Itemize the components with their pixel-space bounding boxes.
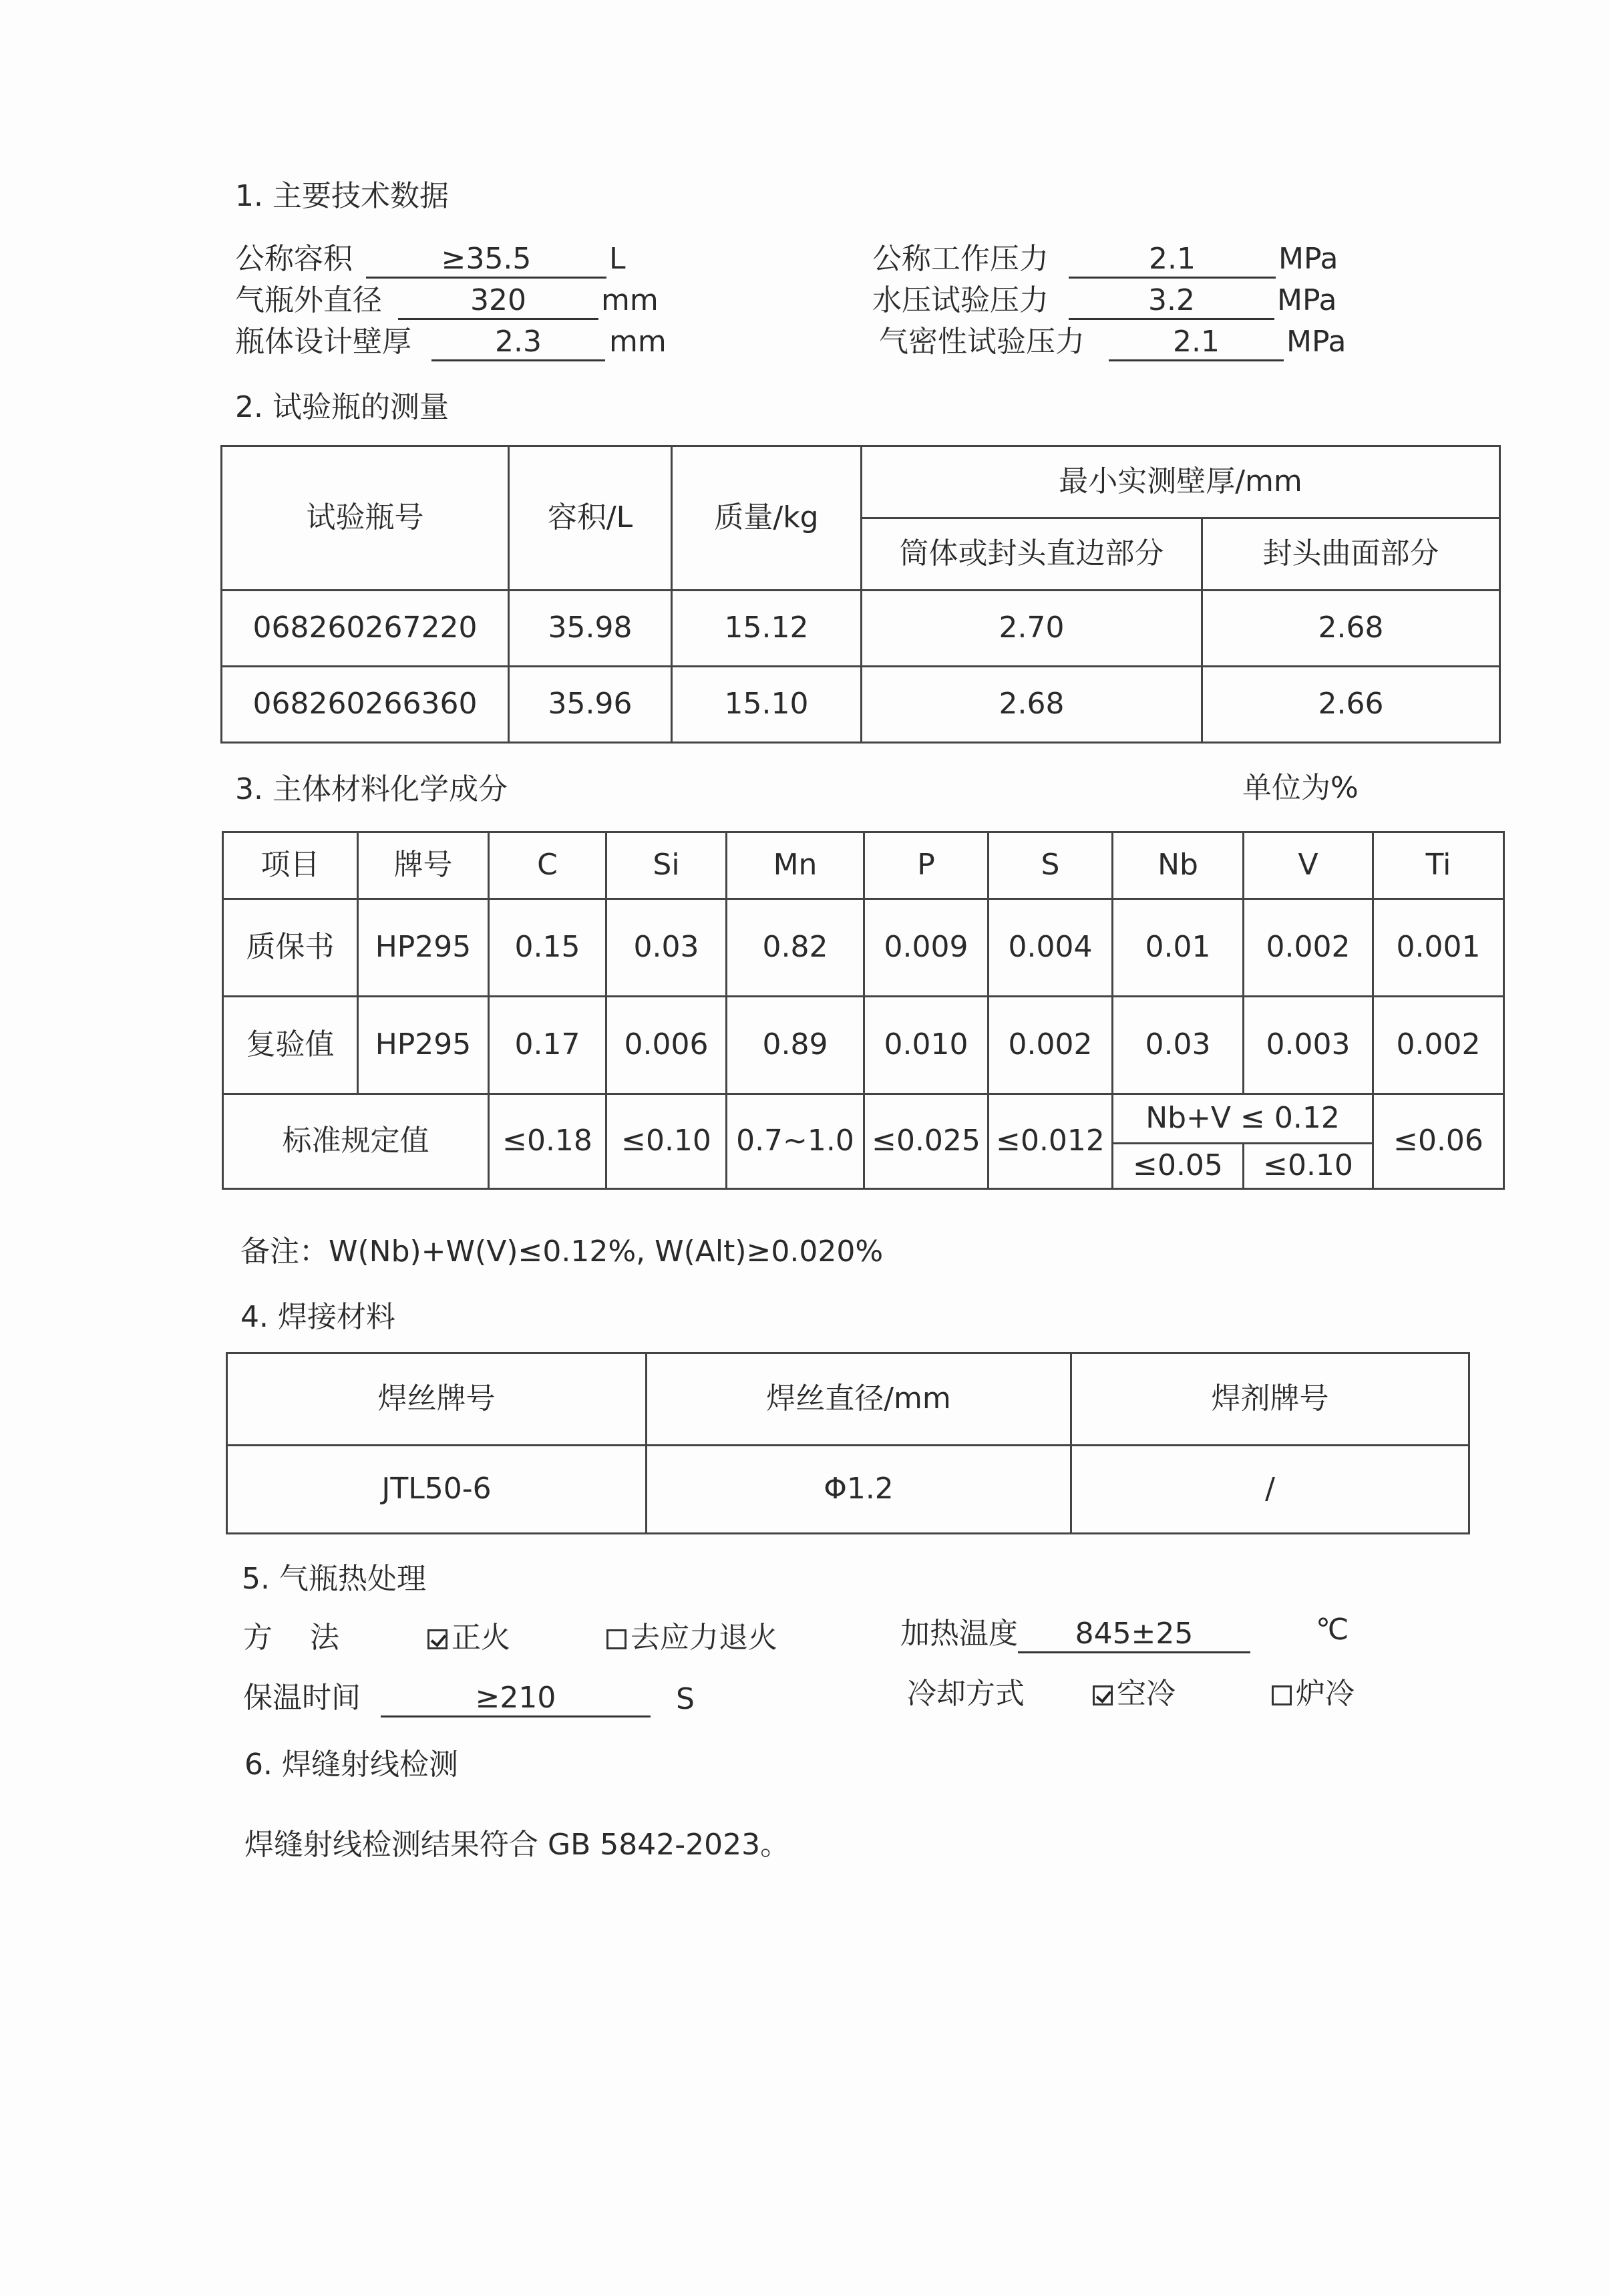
temp-label: 加热温度	[900, 1617, 1018, 1651]
hold-unit: S	[676, 1682, 695, 1716]
option-label: 空冷	[1117, 1677, 1176, 1711]
hold-label: 保温时间	[243, 1681, 361, 1715]
cell-nb: 0.01	[1113, 899, 1244, 997]
cell-s: 0.002	[989, 997, 1113, 1094]
spec-label: 公称工作压力	[872, 242, 1049, 276]
cool-label: 冷却方式	[907, 1677, 1025, 1711]
hold-value: ≥210	[381, 1683, 651, 1717]
cell-si: 0.006	[606, 997, 727, 1094]
cell-grade: HP295	[358, 997, 489, 1094]
header-s: S	[989, 832, 1113, 899]
cell-wire-grade: JTL50-6	[227, 1446, 647, 1534]
spec-unit: mm	[609, 325, 667, 359]
spec-unit: MPa	[1286, 325, 1347, 359]
composition-remark: 备注：W(Nb)+W(V)≤0.12%, W(Alt)≥0.020%	[240, 1235, 884, 1269]
cool-option-air[interactable]	[1093, 1679, 1176, 1709]
header-nb: Nb	[1113, 832, 1244, 899]
cell-standard-label: 标准规定值	[223, 1094, 489, 1189]
cell-ti: 0.002	[1373, 997, 1504, 1094]
checked-checkbox-icon[interactable]	[427, 1629, 448, 1649]
checked-checkbox-icon[interactable]	[1093, 1685, 1113, 1705]
temp-value: 845±25	[1018, 1619, 1250, 1653]
cell-standard-nb: ≤0.05	[1113, 1144, 1244, 1189]
spec-label: 公称容积	[235, 242, 353, 276]
cell-standard-c: ≤0.18	[489, 1094, 606, 1189]
section6-title: 6. 焊缝射线检测	[244, 1748, 458, 1782]
method-option-stress-relief[interactable]	[606, 1623, 777, 1653]
table-row	[222, 591, 1500, 667]
header-item: 项目	[223, 832, 358, 899]
spec-value: 2.3	[431, 327, 605, 361]
spec-label: 气瓶外直径	[235, 283, 382, 317]
cell-head: 2.66	[1202, 667, 1500, 743]
radiographic-result: 焊缝射线检测结果符合 GB 5842-2023。	[244, 1828, 790, 1862]
table-row	[222, 667, 1500, 743]
spec-label: 瓶体设计壁厚	[235, 325, 411, 359]
spec-unit: MPa	[1277, 283, 1337, 317]
cell-v: 0.003	[1244, 997, 1373, 1094]
holding-time	[243, 1683, 651, 1717]
header-bottle-no: 试验瓶号	[222, 446, 509, 591]
bottle-measurement-table	[220, 445, 1501, 744]
header-v: V	[1244, 832, 1373, 899]
cell-c: 0.15	[489, 899, 606, 997]
cell-standard-p: ≤0.025	[864, 1094, 989, 1189]
cell-standard-nbv: Nb+V ≤ 0.12	[1113, 1094, 1373, 1144]
cell-v: 0.002	[1244, 899, 1373, 997]
cell-c: 0.17	[489, 997, 606, 1094]
heating-temperature	[900, 1619, 1250, 1653]
header-mn: Mn	[727, 832, 864, 899]
header-p: P	[864, 832, 989, 899]
cell-cylinder: 2.68	[862, 667, 1202, 743]
cell-grade: HP295	[358, 899, 489, 997]
header-ti: Ti	[1373, 832, 1504, 899]
header-head-part: 封头曲面部分	[1202, 518, 1500, 591]
cell-bottle-no: 068260266360	[222, 667, 509, 743]
welding-material-table	[226, 1352, 1470, 1534]
cell-nb: 0.03	[1113, 997, 1244, 1094]
cell-ti: 0.001	[1373, 899, 1504, 997]
spec-value: 2.1	[1109, 327, 1284, 361]
cell-item: 复验值	[223, 997, 358, 1094]
method-option-normalizing[interactable]	[427, 1623, 510, 1653]
unchecked-checkbox-icon[interactable]	[606, 1629, 627, 1649]
section3-title: 3. 主体材料化学成分	[235, 772, 508, 806]
header-si: Si	[606, 832, 727, 899]
spec-value: 2.1	[1069, 244, 1276, 279]
unit-note: 单位为%	[1242, 771, 1359, 805]
section4-title: 4. 焊接材料	[240, 1300, 395, 1334]
header-volume: 容积/L	[509, 446, 672, 591]
cool-option-furnace[interactable]	[1272, 1679, 1355, 1709]
cell-p: 0.010	[864, 997, 989, 1094]
cell-volume: 35.96	[509, 667, 672, 743]
header-wire-diameter: 焊丝直径/mm	[647, 1353, 1071, 1446]
cell-mass: 15.10	[672, 667, 862, 743]
cell-standard-ti: ≤0.06	[1373, 1094, 1504, 1189]
method-label: 方 法	[243, 1621, 339, 1655]
cell-p: 0.009	[864, 899, 989, 997]
cell-standard-s: ≤0.012	[989, 1094, 1113, 1189]
header-min-thickness: 最小实测壁厚/mm	[862, 446, 1500, 518]
cell-item: 质保书	[223, 899, 358, 997]
option-label: 正火	[452, 1621, 510, 1655]
temp-unit: ℃	[1316, 1613, 1349, 1647]
table-row	[223, 899, 1504, 997]
cell-standard-v: ≤0.10	[1244, 1144, 1373, 1189]
section1-title: 1. 主要技术数据	[235, 179, 449, 213]
cell-bottle-no: 068260267220	[222, 591, 509, 667]
header-c: C	[489, 832, 606, 899]
cell-mn: 0.89	[727, 997, 864, 1094]
header-wire-grade: 焊丝牌号	[227, 1353, 647, 1446]
option-label: 去应力退火	[631, 1621, 777, 1655]
spec-label: 水压试验压力	[872, 283, 1049, 317]
header-cylinder-part: 筒体或封头直边部分	[862, 518, 1202, 591]
table-row	[227, 1446, 1469, 1534]
cell-volume: 35.98	[509, 591, 672, 667]
spec-value: 3.2	[1069, 286, 1274, 320]
spec-value: ≥35.5	[366, 244, 606, 279]
table-row	[223, 997, 1504, 1094]
option-label: 炉冷	[1296, 1677, 1355, 1711]
cell-mass: 15.12	[672, 591, 862, 667]
spec-label: 气密性试验压力	[879, 325, 1085, 359]
cell-mn: 0.82	[727, 899, 864, 997]
cell-flux-grade: /	[1071, 1446, 1469, 1534]
section5-title: 5. 气瓶热处理	[242, 1562, 426, 1596]
spec-unit: MPa	[1278, 242, 1338, 276]
cell-wire-diameter: Φ1.2	[647, 1446, 1071, 1534]
cell-si: 0.03	[606, 899, 727, 997]
section2-title: 2. 试验瓶的测量	[235, 390, 449, 424]
cell-standard-si: ≤0.10	[606, 1094, 727, 1189]
spec-value: 320	[398, 286, 598, 320]
cell-cylinder: 2.70	[862, 591, 1202, 667]
header-flux-grade: 焊剂牌号	[1071, 1353, 1469, 1446]
cell-standard-mn: 0.7~1.0	[727, 1094, 864, 1189]
spec-unit: mm	[601, 283, 659, 317]
unchecked-checkbox-icon[interactable]	[1272, 1685, 1292, 1705]
spec-unit: L	[609, 242, 626, 276]
cell-head: 2.68	[1202, 591, 1500, 667]
header-grade: 牌号	[358, 832, 489, 899]
standard-row	[223, 1094, 1504, 1144]
chemical-composition-table	[222, 831, 1505, 1190]
cell-s: 0.004	[989, 899, 1113, 997]
table-header-row	[223, 832, 1504, 899]
header-mass: 质量/kg	[672, 446, 862, 591]
